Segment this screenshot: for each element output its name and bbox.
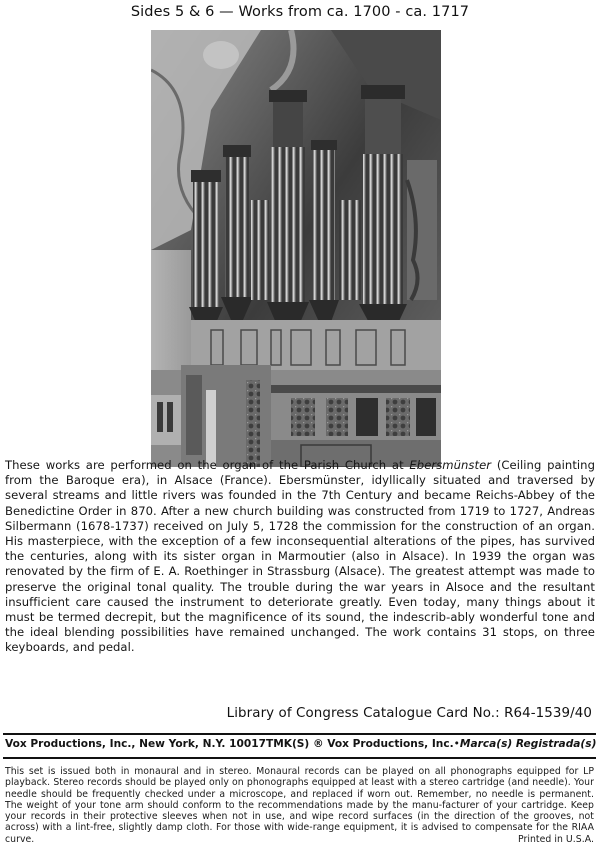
- page-heading: Sides 5 & 6 — Works from ca. 1700 - ca. 1717: [130, 4, 470, 20]
- care-instructions: [5, 766, 594, 845]
- divider-top: [3, 733, 596, 735]
- registered-notice: Marca(s) Registrada(s): [459, 738, 597, 750]
- description-text-2: (Ceiling painting from the Baroque era), in Alsace (France). Ebersmünster, idyllically situated and traversed by several streams and little rivers was founded in the 7th Century and became Reichs-Abbey of the Benedictine Order in 870. After a new church building was constructed from 1719 to 1727, Andreas Silbermann (1678-1737) received on July 5, 1728 the commission for the construction of an organ. His masterpiece, with the exception of a few inconsequential alterations of the pipes, has survived the centuries, along with its sister organ in Marmoutier (also in Alsace). In 1939 the organ was renovated by the firm of E. A. Roethinger in Strassburg (Alsace). The greatest attempt was made to preserve the original tonal quality. The trouble during the war years in Alsoce and the resultant insufficient care caused the instrument to deteriorate greatly. Even today, many things about it must be termed decrepit, but the magnificence of its sound, the indescrib-ably wonderful tone and the ideal blending possibilities have remained unchanged. The work contains 31 stops, on three keyboards, and pedal.: [5, 458, 595, 655]
- printed-in-usa: Printed in U.S.A.: [517, 833, 594, 845]
- organ-photo: [151, 30, 441, 467]
- publisher-line: [5, 738, 595, 750]
- organ-photo-drawing: [151, 30, 441, 467]
- publisher-address: Vox Productions, Inc., New York, N.Y. 10017: [5, 738, 266, 750]
- description-text-1: These works are performed on the organ of the Parish Church at: [5, 458, 410, 472]
- catalogue-card-number: Library of Congress Catalogue Card No.: R64-1539/40: [226, 706, 592, 721]
- description-paragraph: [5, 458, 595, 656]
- trademark-notice: TMK(S) ® Vox Productions, Inc.: [265, 738, 454, 750]
- bullet-separator: •: [453, 738, 460, 750]
- care-instructions-text: This set is issued both in monaural and in stereo. Monaural records can be played on all phonographs equipped for LP playback. Stereo records should be played only on phonographs equipped at least with a stereo cartridge (and needle). Your needle should be frequently checked under a microscope, and replaced if worn out. Remember, no needle is permanent. The weight of your tone arm should conform to the recommendations made by the manu-facturer of your cartridge. Keep your records in their protective sleeves when not in use, and wipe record surfaces (in the direction of the grooves, not across) with a lint-free, slightly damp cloth. For those with wide-range equipment, it is advised to compensate for the RIAA curve.: [5, 766, 594, 845]
- place-name: Ebersmünster: [409, 458, 492, 472]
- divider-bottom: [3, 757, 596, 759]
